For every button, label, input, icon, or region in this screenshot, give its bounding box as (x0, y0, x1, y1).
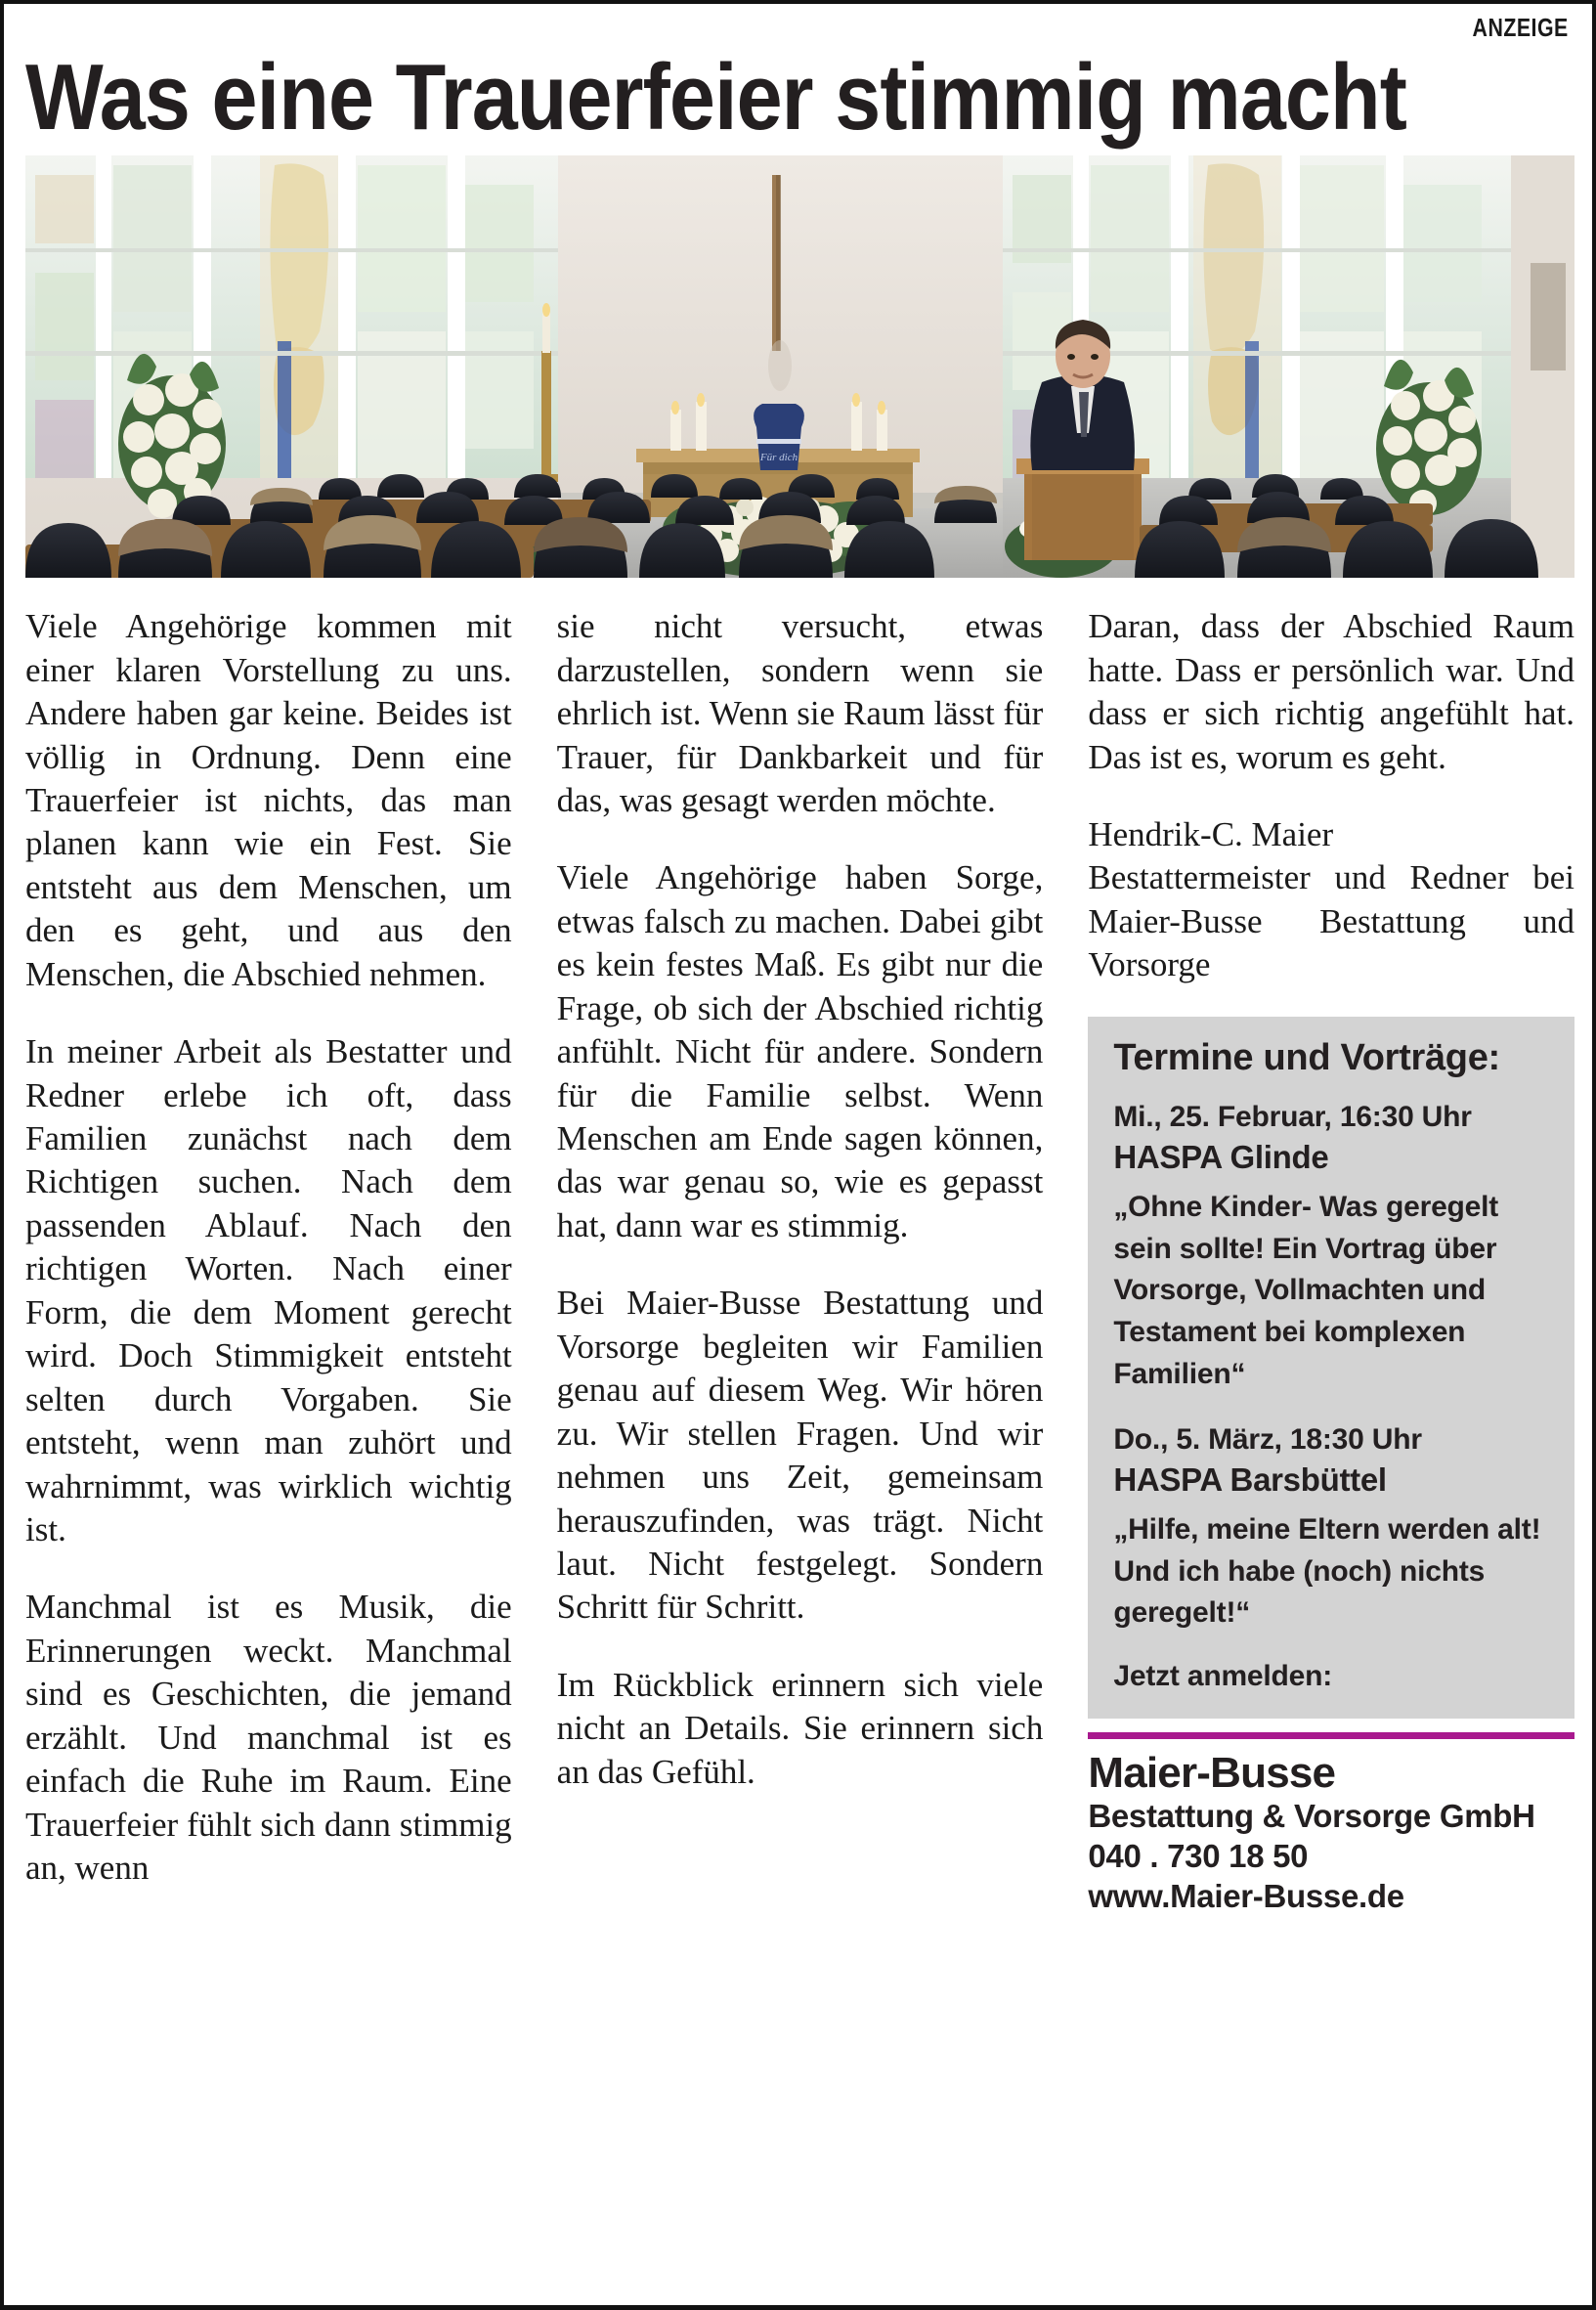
infobox-title: Termine und Vorträge: (1113, 1036, 1500, 1078)
author-name: Hendrik-C. Maier (1088, 814, 1334, 853)
text-column-3 (1088, 605, 1574, 1917)
brand-phone[interactable]: 040 . 730 18 50 (1088, 1837, 1309, 1874)
paragraph: Viele Angehörige haben Sorge, etwas falsch zu machen. Dabei gibt es kein festes Maß. Es gibt nur die Frage, ob sich der Abschied richtig anfühlt. Nicht für andere. Sondern für die Familie selbst. Wenn Menschen am Ende sagen können, das war genau so, wie es gepasst hat, dann war es stimmig. (556, 858, 1044, 1244)
hero-photo (25, 155, 1574, 578)
event-description: „Ohne Kinder- Was geregelt sein sollte! Ein Vortrag über Vorsorge, Vollmachten und Testament bei komplexen Familien“ (1113, 1191, 1499, 1390)
event-location: HASPA Barsbüttel (1113, 1461, 1387, 1499)
paragraph: Im Rückblick erinnern sich viele nicht an Details. Sie erinnern sich an das Gefühl. (556, 1665, 1044, 1791)
events-infobox (1088, 1017, 1574, 1719)
event-location: HASPA Glinde (1113, 1139, 1329, 1176)
text-column-2 (557, 605, 1044, 1794)
chapel-ceremony-illustration (25, 155, 1574, 578)
svg-text:Für dich: Für dich (759, 452, 798, 464)
page-title: Was eine Trauerfeier stimmig macht (25, 45, 1407, 150)
signup-callout: Jetzt anmelden: (1113, 1659, 1333, 1692)
paragraph: Bei Maier-Busse Bestattung und Vorsorge begleiten wir Familien genau auf diesem Weg. Wir hören zu. Wir stellen Fragen. Und wir nehmen uns Zeit, gemeinsam herauszufinden, was trägt. Nicht laut. Nicht festgelegt. Sondern Schritt für Schritt. (556, 1284, 1044, 1627)
brand-website[interactable]: www.Maier-Busse.de (1088, 1877, 1404, 1914)
event-datetime: Do., 5. März, 18:30 Uhr (1113, 1423, 1422, 1457)
author-role: Bestattermeister und Redner bei Maier-Busse Bestattung und Vorsorge (1088, 858, 1575, 984)
article-columns (25, 605, 1574, 1917)
author-signature (1088, 813, 1574, 987)
paragraph: Daran, dass der Abschied Raum hatte. Dass er persönlich war. Und dass er sich richtig angefühlt hat. Das ist es, worum es geht. (1088, 607, 1575, 776)
brand-block (1088, 1749, 1574, 1917)
paragraph: sie nicht versucht, etwas darzustellen, sondern wenn sie ehrlich ist. Wenn sie Raum lässt für Trauer, für Dankbarkeit und für das, was gesagt werden möchte. (556, 607, 1044, 819)
event-spacer (1113, 1395, 1549, 1420)
ad-label-row (25, 4, 1571, 51)
event-item (1113, 1098, 1549, 1395)
paragraph: Viele Angehörige kommen mit einer klaren Vorstellung zu uns. Andere haben gar keine. Beides ist völlig in Ordnung. Denn eine Trauerfeier ist nichts, das man planen kann wie ein Fest. Sie entsteht aus dem Menschen, um den es geht, und aus den Menschen, die Abschied nehmen. (25, 607, 512, 993)
text-column-1 (25, 605, 512, 1890)
paragraph: Manchmal ist es Musik, die Erinnerungen weckt. Manchmal sind es Geschichten, die jemand erzählt. Und manchmal ist es einfach die Ruhe im Raum. Eine Trauerfeier fühlt sich dann stimmig an, wenn (25, 1588, 512, 1887)
brand-accent-rule (1088, 1732, 1574, 1739)
event-description: „Hilfe, meine Eltern werden alt! Und ich habe (noch) nichts geregelt!“ (1113, 1513, 1541, 1630)
brand-name: Maier-Busse (1088, 1748, 1336, 1797)
event-item (1113, 1420, 1549, 1634)
anzeige-label: ANZEIGE (1472, 12, 1569, 42)
brand-subtitle: Bestattung & Vorsorge GmbH (1088, 1798, 1535, 1835)
paragraph: In meiner Arbeit als Bestatter und Redner erlebe ich oft, dass Familien zunächst nach dem Richtigen suchen. Nach dem passenden Ablauf. Nach den richtigen Worten. Nach einer Form, die dem Moment gerecht wird. Doch Stimmigkeit entsteht selten durch Vorgaben. Sie entsteht, wenn man zuhört und wahrnimmt, was wirklich wichtig ist. (25, 1032, 512, 1548)
event-datetime: Mi., 25. Februar, 16:30 Uhr (1113, 1101, 1472, 1134)
